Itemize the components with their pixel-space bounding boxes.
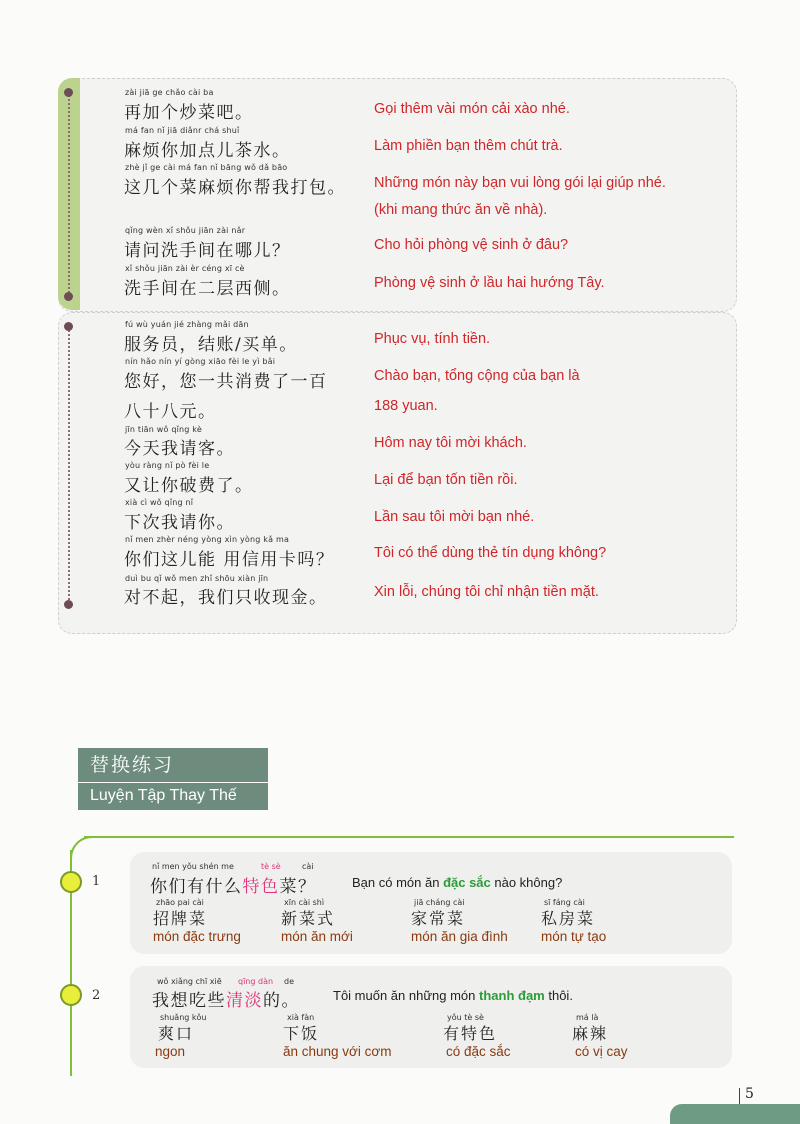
- exercise-number: 2: [92, 988, 101, 1003]
- chinese-sentence: 您好，您一共消费了一百: [124, 372, 328, 392]
- chinese-sentence: 麻烦你加点儿茶水。: [124, 141, 291, 161]
- vietnamese-translation-cont: (khi mang thức ăn về nhà).: [374, 202, 548, 218]
- circle-bullet: [60, 984, 82, 1006]
- chinese-sentence: 今天我请客。: [124, 439, 235, 459]
- option-translation: có vị cay: [575, 1044, 628, 1059]
- frame-corner: [70, 836, 100, 866]
- dotted-line: [68, 326, 70, 604]
- bullet-dot: [64, 88, 73, 97]
- page-tab: [670, 1104, 800, 1124]
- option-chinese: 爽口: [158, 1024, 195, 1043]
- exercise-translation: Tôi muốn ăn những món thanh đạm thôi.: [333, 988, 573, 1003]
- pinyin: yòu ràng nǐ pò fèi le: [125, 461, 210, 470]
- vietnamese-translation: Chào bạn, tổng cộng của bạn là: [374, 368, 580, 384]
- option-pinyin: zhāo pai cài: [156, 898, 204, 907]
- option-pinyin: má là: [576, 1013, 599, 1022]
- section-title-vietnamese: Luyện Tập Thay Thế: [78, 782, 268, 810]
- vietnamese-translation: Cho hỏi phòng vệ sinh ở đâu?: [374, 237, 569, 253]
- vietnamese-translation: Làm phiền bạn thêm chút trà.: [374, 138, 563, 154]
- option-translation: món ăn mới: [281, 929, 353, 944]
- pinyin: xià cì wǒ qǐng nǐ: [125, 498, 194, 507]
- bullet-dot: [64, 600, 73, 609]
- option-translation: món ăn gia đình: [411, 929, 508, 944]
- circle-bullet: [60, 871, 82, 893]
- chinese-sentence-cont: 八十八元。: [124, 402, 217, 422]
- pinyin: nǐ men zhèr néng yòng xìn yòng kǎ ma: [125, 535, 290, 544]
- frame-line: [84, 836, 734, 838]
- option-pinyin: sī fáng cài: [544, 898, 585, 907]
- option-chinese: 私房菜: [541, 909, 596, 928]
- exercise-number: 1: [92, 874, 101, 889]
- pinyin: nǐ men yǒu shén me: [152, 862, 234, 871]
- option-translation: có đặc sắc: [446, 1044, 511, 1059]
- pinyin: fú wù yuán jié zhàng mǎi dān: [125, 320, 249, 329]
- chinese-sentence: 这几个菜麻烦你帮我打包。: [124, 178, 346, 198]
- option-translation: món đặc trưng: [153, 929, 241, 944]
- option-translation: món tự tạo: [541, 929, 607, 944]
- pinyin-highlight: tè sè: [261, 862, 281, 871]
- exercise-sentence: 我想吃些清淡的。: [152, 991, 300, 1011]
- option-pinyin: xià fàn: [287, 1013, 315, 1022]
- chinese-sentence: 请问洗手间在哪儿？: [124, 241, 291, 261]
- pinyin: de: [284, 977, 294, 986]
- pinyin: zhè jǐ ge cài má fan nǐ bāng wǒ dǎ bāo: [125, 163, 288, 172]
- vietnamese-translation: Hôm nay tôi mời khách.: [374, 435, 527, 451]
- option-chinese: 新菜式: [281, 909, 336, 928]
- option-chinese: 有特色: [443, 1024, 498, 1043]
- pinyin: xǐ shǒu jiān zài èr céng xī cè: [125, 264, 245, 273]
- section-title-chinese: 替换练习: [78, 748, 268, 782]
- chinese-sentence: 再加个炒菜吧。: [124, 103, 254, 123]
- bullet-dot: [64, 292, 73, 301]
- page-number: 5: [745, 1086, 754, 1102]
- option-translation: ngon: [155, 1044, 186, 1059]
- chinese-sentence: 又让你破费了。: [124, 476, 254, 496]
- vietnamese-translation: Gọi thêm vài món cải xào nhé.: [374, 101, 570, 117]
- bullet-dot: [64, 322, 73, 331]
- vietnamese-translation: Lại để bạn tốn tiền rồi.: [374, 472, 518, 488]
- option-chinese: 家常菜: [411, 909, 466, 928]
- option-translation: ăn chung với cơm: [283, 1044, 392, 1059]
- vietnamese-translation: Phục vụ, tính tiền.: [374, 331, 491, 347]
- pinyin: duì bu qǐ wǒ men zhǐ shōu xiàn jīn: [125, 574, 269, 583]
- option-pinyin: xīn cài shì: [284, 898, 325, 907]
- option-pinyin: jiā cháng cài: [414, 898, 465, 907]
- vietnamese-translation: Phòng vệ sinh ở lầu hai hướng Tây.: [374, 275, 605, 291]
- exercise-translation: Bạn có món ăn đặc sắc nào không?: [352, 875, 563, 890]
- chinese-sentence: 洗手间在二层西侧。: [124, 279, 291, 299]
- option-chinese: 招牌菜: [153, 909, 208, 928]
- vietnamese-translation: Xin lỗi, chúng tôi chỉ nhận tiền mặt.: [374, 584, 599, 600]
- pinyin: jīn tiān wǒ qǐng kè: [125, 425, 202, 434]
- dotted-line: [68, 92, 70, 300]
- pinyin: wǒ xiǎng chī xiē: [157, 977, 222, 986]
- vietnamese-translation: Tôi có thể dùng thẻ tín dụng không?: [374, 545, 607, 561]
- pinyin: qǐng wèn xǐ shǒu jiān zài nǎr: [125, 226, 246, 235]
- pinyin: nín hǎo nín yí gòng xiāo fèi le yì bǎi: [125, 357, 276, 366]
- pinyin-highlight: qīng dàn: [238, 977, 274, 986]
- chinese-sentence: 你们这儿能 用信用卡吗？: [124, 550, 335, 570]
- pinyin: zài jiā ge chǎo cài ba: [125, 88, 214, 97]
- exercise-sentence: 你们有什么特色菜？: [150, 877, 317, 897]
- option-chinese: 麻辣: [572, 1024, 609, 1043]
- chinese-sentence: 对不起，我们只收现金。: [124, 588, 328, 608]
- pinyin: cài: [302, 862, 314, 871]
- chinese-sentence: 服务员，结账/买单。: [124, 335, 298, 355]
- option-chinese: 下饭: [283, 1024, 320, 1043]
- pinyin: má fan nǐ jiā diǎnr chá shuǐ: [125, 126, 240, 135]
- chinese-sentence: 下次我请你。: [124, 513, 235, 533]
- vietnamese-translation-cont: 188 yuan.: [374, 398, 438, 414]
- option-pinyin: yǒu tè sè: [447, 1013, 484, 1022]
- option-pinyin: shuǎng kǒu: [160, 1013, 207, 1022]
- vietnamese-translation: Những món này bạn vui lòng gói lại giúp nhé.: [374, 175, 666, 191]
- vietnamese-translation: Lần sau tôi mời bạn nhé.: [374, 509, 535, 525]
